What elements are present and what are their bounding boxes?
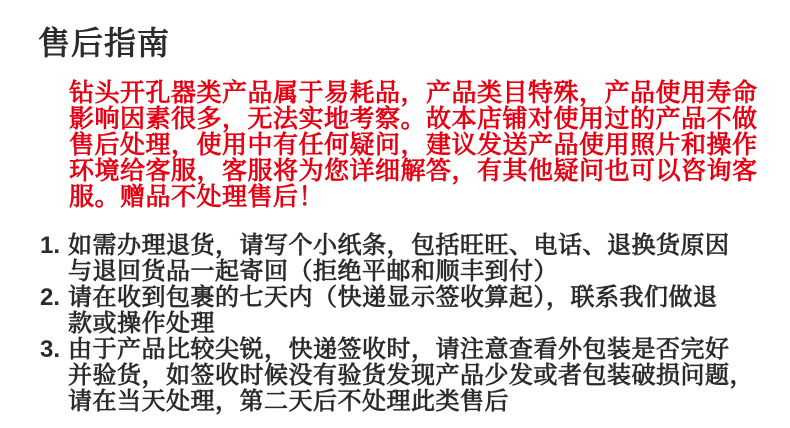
list-item-number: 1. [40,232,61,259]
list-item-text [68,285,718,337]
list-item [40,285,754,337]
warning-line: 售后处理，使用中有任何疑问，建议发送产品使用照片和操作 [69,131,758,159]
list-item-text [68,233,730,285]
list-item-line: 由于产品比较尖锐，快递签收时，请注意查看外包装是否完好 [68,336,730,363]
warning-line: 影响因素很多，无法实地考察。故本店铺对使用过的产品不做 [69,105,758,133]
list-item [40,337,754,415]
list-item-number: 3. [40,336,61,363]
list-item-line: 款或操作处理 [68,310,215,337]
warning-paragraph [69,80,758,210]
warning-line: 钻头开孔器类产品属于易耗品，产品类目特殊，产品使用寿命 [69,79,758,107]
list-item-line: 并验货，如签收时候没有验货发现产品少发或者包装破损问题， [68,362,754,389]
list-item-line: 请在当天处理，第二天后不处理此类售后 [68,388,509,415]
list-item-line: 请在收到包裹的七天内（快递显示签收算起），联系我们做退 [68,284,718,311]
warning-line: 环境给客服，客服将为您详细解答，有其他疑问也可以咨询客 [69,157,758,185]
list-item-line: 与退回货品一起寄回（拒绝平邮和顺丰到付） [68,258,558,285]
return-policy-list [40,233,754,415]
warning-line: 服。赠品不处理售后！ [69,183,325,211]
list-item-number: 2. [40,284,61,311]
list-item-line: 如需办理退货，请写个小纸条，包括旺旺、电话、退换货原因 [68,232,730,259]
list-item [40,233,754,285]
list-item-text [68,337,754,415]
page-title: 售后指南 [38,25,171,61]
